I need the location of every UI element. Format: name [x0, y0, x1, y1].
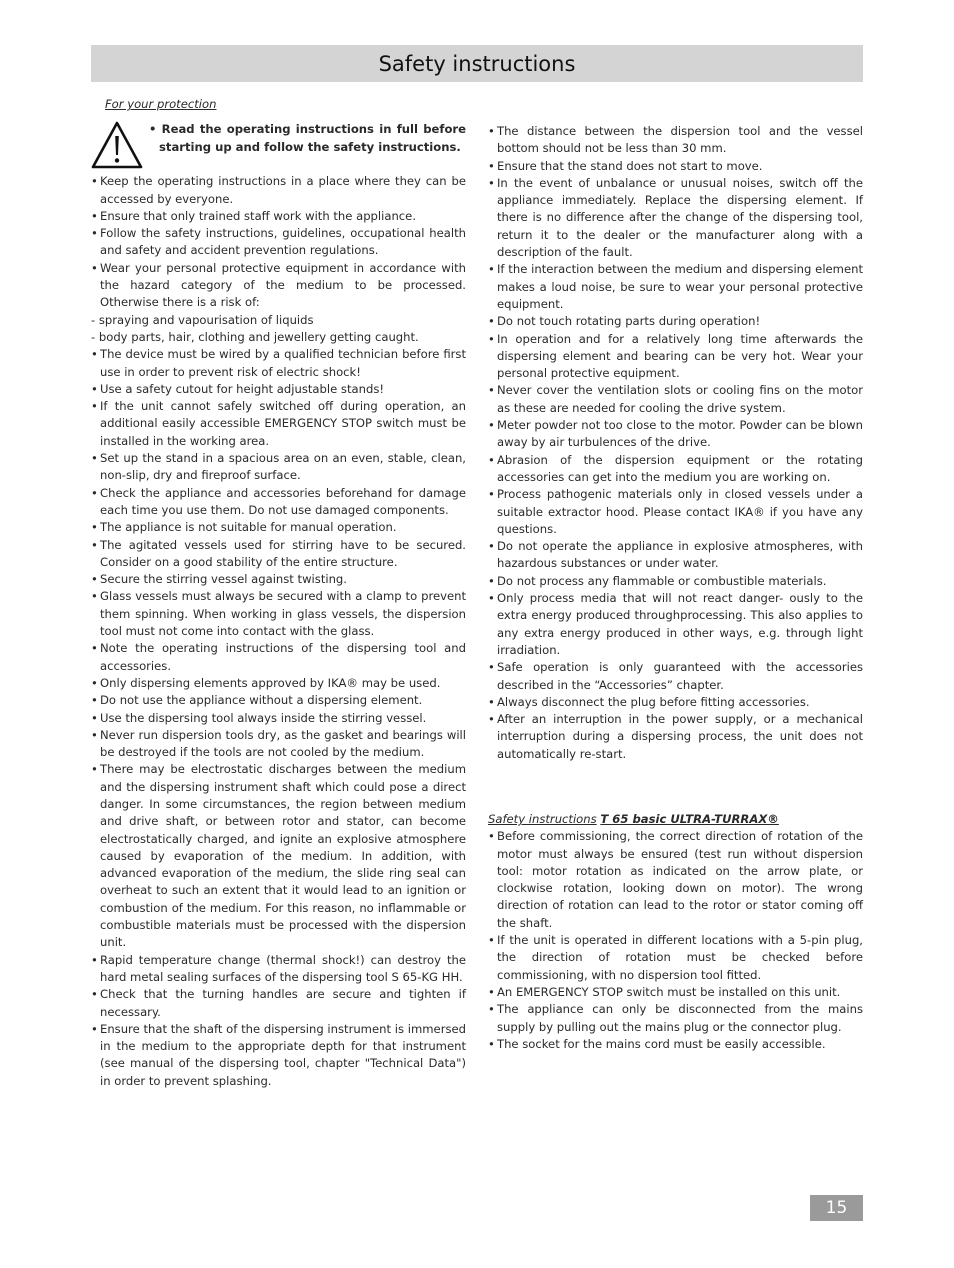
right-safety-list — [488, 123, 863, 763]
list-item: • The socket for the mains cord must be easily accessible. — [488, 1036, 863, 1053]
list-item: • Process pathogenic materials only in closed vessels under a suitable extractor hood. Please contact IKA® if you have any questions. — [488, 486, 863, 538]
list-item: • Do not operate the appliance in explosive atmospheres, with hazardous substances or under water. — [488, 538, 863, 573]
list-item: - body parts, hair, clothing and jewellery getting caught. — [91, 329, 419, 344]
turrax-heading-model: T 65 basic ULTRA-TURRAX® — [600, 811, 779, 826]
turrax-safety-list — [488, 828, 863, 1053]
list-item: • Do not use the appliance without a dispersing element. — [91, 692, 466, 709]
list-item: • Ensure that only trained staff work with the appliance. — [91, 208, 466, 225]
list-item: • Before commissioning, the correct direction of rotation of the motor must always be ensured (test run without dispersion tool: motor rotation as indicated on the arrow plate, or clockwise rotation, looking down on motor). The wrong direction of rotation can lead to the rotor or stator coming off the shaft. — [488, 828, 863, 932]
list-item: • The appliance can only be disconnected from the mains supply by pulling out the mains plug or the connector plug. — [488, 1001, 863, 1036]
list-item: • Ensure that the shaft of the dispersing instrument is immersed in the medium to the appropriate depth for that instrument (see manual of the dispersing tool, chapter "Technical Data") in order to prevent splashing. — [91, 1021, 466, 1090]
page-title: Safety instructions — [378, 51, 576, 76]
warning-text: • Read the operating instructions in full before starting up and follow the safety instructions. — [149, 122, 466, 154]
list-item: • Use a safety cutout for height adjustable stands! — [91, 381, 466, 398]
list-item: - spraying and vapourisation of liquids — [91, 312, 314, 327]
list-item: • In operation and for a relatively long time afterwards the dispersing element and bearing can be very hot. Wear your personal protective equipment. — [488, 331, 863, 383]
page-number: 15 — [810, 1195, 863, 1221]
list-item: • If the unit cannot safely switched off during operation, an additional easily accessible EMERGENCY STOP switch must be installed in the working area. — [91, 398, 466, 450]
list-item: • The device must be wired by a qualified technician before first use in order to prevent risk of electric shock! — [91, 346, 466, 381]
right-column — [488, 123, 863, 1053]
left-safety-list — [91, 173, 466, 1090]
list-item: • Only process media that will not react danger- ously to the extra energy produced throughprocessing. This also applies to any extra energy produced in other ways, e.g. through light irradiation. — [488, 590, 863, 659]
list-item: • Never cover the ventilation slots or cooling fins on the motor as these are needed for cooling the drive system. — [488, 382, 863, 417]
list-item: • The distance between the dispersion tool and the vessel bottom should not be less than 30 mm. — [488, 123, 863, 158]
list-item: • Abrasion of the dispersion equipment or the rotating accessories can get into the medium you are working on. — [488, 452, 863, 487]
list-item: • In the event of unbalance or unusual noises, switch off the appliance immediately. Replace the dispersing element. If there is no difference after the change of the dispersing tool, return it to the dealer or the manufacturer along with a description of the fault. — [488, 175, 863, 261]
turrax-heading-prefix: Safety instructions — [488, 811, 597, 826]
left-column — [91, 96, 466, 1090]
list-item: • Only dispersing elements approved by IKA® may be used. — [91, 675, 466, 692]
list-item: • Check that the turning handles are secure and tighten if necessary. — [91, 986, 466, 1021]
list-item: • Safe operation is only guaranteed with the accessories described in the “Accessories” chapter. — [488, 659, 863, 694]
protection-heading: For your protection — [105, 97, 217, 111]
list-item: • Check the appliance and accessories beforehand for damage each time you use them. Do not use damaged components. — [91, 485, 466, 520]
list-item: • Always disconnect the plug before fitting accessories. — [488, 694, 863, 711]
list-item: • After an interruption in the power supply, or a mechanical interruption during a dispersing process, the unit does not automatically re-start. — [488, 711, 863, 763]
list-item: • Set up the stand in a spacious area on an even, stable, clean, non-slip, dry and fireproof surface. — [91, 450, 466, 485]
warning-block — [91, 121, 466, 169]
list-item: • Do not touch rotating parts during operation! — [488, 313, 863, 330]
list-item: • Wear your personal protective equipment in accordance with the hazard category of the medium to be processed. Otherwise there is a risk of: — [91, 260, 466, 312]
title-banner — [91, 45, 863, 82]
list-item: • Secure the stirring vessel against twisting. — [91, 571, 466, 588]
list-item: • Ensure that the stand does not start to move. — [488, 158, 863, 175]
list-item: • There may be electrostatic discharges between the medium and the dispersing instrument shaft which could pose a direct danger. In some circumstances, the region between medium and drive shaft, or between rotor and stator, can become electrostatically charged, and ignite an explosive atmosphere caused by evaporation of the medium. In addition, with advanced evaporation of the medium, the slide ring seal can overheat to such an extent that it would lead to an ignition or combustion of the medium. For this reason, no inflammable or combustible materials must be processed with the dispersion unit. — [91, 761, 466, 951]
list-item: • The agitated vessels used for stirring have to be secured. Consider on a good stability of the entire structure. — [91, 537, 466, 572]
list-item: • If the interaction between the medium and dispersing element makes a loud noise, be sure to wear your personal protective equipment. — [488, 261, 863, 313]
list-item: • Rapid temperature change (thermal shock!) can destroy the hard metal sealing surfaces of the dispersing tool S 65-KG HH. — [91, 952, 466, 987]
list-item: • Do not process any flammable or combustible materials. — [488, 573, 863, 590]
list-item: • Never run dispersion tools dry, as the gasket and bearings will be destroyed if the tools are not cooled by the medium. — [91, 727, 466, 762]
list-item: • Meter powder not too close to the motor. Powder can be blown away by air turbulences of the drive. — [488, 417, 863, 452]
list-item: • Note the operating instructions of the dispersing tool and accessories. — [91, 640, 466, 675]
list-item: • Use the dispersing tool always inside the stirring vessel. — [91, 710, 466, 727]
list-item: • Follow the safety instructions, guidelines, occupational health and safety and accident prevention regulations. — [91, 225, 466, 260]
list-item: • Glass vessels must always be secured with a clamp to prevent them spinning. When working in glass vessels, the dispersion tool must not come into contact with the glass. — [91, 588, 466, 640]
list-item: • If the unit is operated in different locations with a 5-pin plug, the direction of rotation must be checked before commissioning, with no dispersion tool fitted. — [488, 932, 863, 984]
list-item: • An EMERGENCY STOP switch must be installed on this unit. — [488, 984, 863, 1001]
turrax-heading — [488, 811, 863, 828]
list-item: • The appliance is not suitable for manual operation. — [91, 519, 466, 536]
warning-triangle-icon — [91, 121, 143, 169]
list-item: • Keep the operating instructions in a place where they can be accessed by everyone. — [91, 173, 466, 208]
